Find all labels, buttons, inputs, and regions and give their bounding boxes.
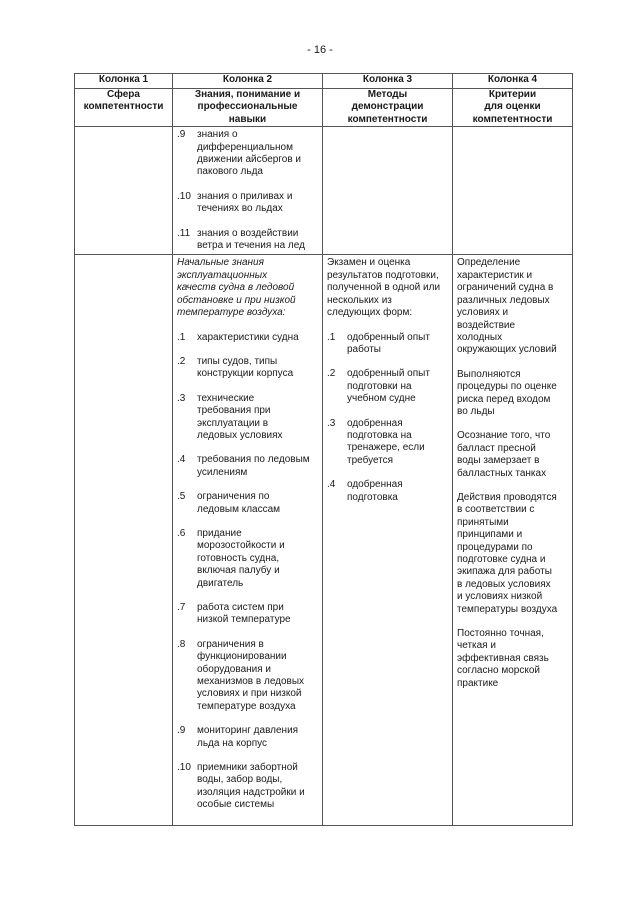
item-text: работа систем при низкой температуре — [197, 602, 291, 626]
header-knowledge-text: Знания, понимание и профессиональные навыки — [194, 89, 301, 125]
column-2-label: Колонка 2 — [173, 74, 323, 89]
list-item — [177, 356, 318, 381]
list-item — [177, 725, 318, 750]
header-criteria — [453, 89, 573, 127]
header-competence — [75, 89, 173, 127]
row2-col1 — [75, 255, 173, 826]
column-3-label: Колонка 3 — [323, 74, 453, 89]
item-number: .8 — [177, 638, 186, 650]
list-item — [177, 393, 318, 443]
page-number: - 16 - — [307, 44, 333, 56]
item-text: придание морозостойкости и готовность судна, включая палубу и двигатель — [197, 527, 285, 589]
list-item — [327, 332, 448, 357]
item-text: одобренный опыт работы — [347, 331, 430, 355]
criteria-paragraph: Определение характеристик и ограничений судна в различных ледовых условиях и воздействие холодных окружающих условий — [457, 257, 557, 356]
column-1-label: Колонка 1 — [75, 74, 173, 89]
list-item — [177, 454, 318, 479]
column-4-label: Колонка 4 — [453, 74, 573, 89]
competence-table — [74, 73, 573, 826]
item-text: типы судов, типы конструкции корпуса — [197, 355, 294, 380]
item-number: .4 — [177, 454, 186, 466]
item-number: .1 — [177, 331, 186, 343]
item-number: .1 — [327, 331, 336, 343]
item-number: .4 — [327, 479, 336, 491]
list-item — [177, 129, 318, 179]
header-competence-text: Сфера компетентности — [83, 89, 164, 113]
item-text: приемники забортной воды, забор воды, изоляция надстройки и особые системы — [197, 762, 305, 811]
criteria-paragraph: Действия проводятся в соответствии с принятыми принципами и процедурами по подготовке судна и экипажа для работы в ледовых условиях и условиях низкой температуры воздуха — [457, 491, 558, 615]
item-text: знания о воздействии ветра и течения на лед — [197, 227, 305, 252]
knowledge-intro: Начальные знания эксплуатационных качеств судна в ледовой обстановке и при низкой температуре воздуха: — [177, 257, 296, 319]
item-text: ограничения в функционировании оборудования и механизмов в ледовых условиях и при низкой температуре воздуха — [197, 638, 305, 712]
item-text: одобренная подготовка на тренажере, если требуется — [347, 417, 425, 466]
item-number: .5 — [177, 491, 186, 503]
criteria-paragraph: Выполняются процедуры по оценке риска перед входом во льды — [457, 368, 557, 417]
row1-col1 — [75, 127, 173, 255]
item-text: технические требования при эксплуатации в ледовых условиях — [197, 392, 283, 441]
list-item — [327, 418, 448, 468]
item-number: .10 — [177, 190, 191, 202]
list-item — [327, 479, 448, 504]
item-text: одобренная подготовка — [347, 479, 403, 503]
item-number: .7 — [177, 602, 186, 613]
item-text: знания о дифференциальном движении айсбергов и пакового льда — [197, 129, 302, 178]
item-number: .2 — [327, 368, 336, 380]
criteria-paragraph: Постоянно точная, четкая и эффективная связь согласно морской практике — [457, 628, 549, 689]
list-item — [177, 332, 318, 344]
list-item — [177, 528, 318, 590]
item-number: .3 — [177, 392, 186, 404]
item-text: требования по ледовым усилениям — [197, 454, 310, 478]
row2-col2 — [173, 255, 323, 826]
item-number: .11 — [177, 227, 191, 239]
table-row — [75, 127, 573, 255]
list-item — [177, 602, 318, 627]
list-item — [177, 762, 318, 812]
item-text: ограничения по ледовым классам — [197, 491, 281, 515]
list-item — [177, 228, 318, 253]
column-header-row — [75, 89, 573, 127]
item-text: одобренный опыт подготовки на учебном судне — [347, 368, 430, 405]
header-methods-text: Методы демонстрации компетентности — [347, 89, 428, 125]
item-number: .9 — [177, 725, 186, 737]
column-number-row — [75, 74, 573, 89]
item-number: .9 — [177, 129, 186, 141]
item-text: характеристики судна — [197, 331, 299, 343]
methods-intro: Экзамен и оценка результатов подготовки, полученной в одной или нескольких из следующих форм: — [327, 257, 441, 319]
item-text: знания о приливах и течениях во льдах — [197, 190, 293, 215]
header-criteria-text: Критерии для оценки компетентности — [472, 89, 553, 125]
criteria-paragraph: Осознание того, что балласт пресной воды замерзает в балластных танках — [457, 430, 551, 479]
item-number: .6 — [177, 527, 186, 539]
list-item — [177, 639, 318, 713]
list-item — [327, 368, 448, 405]
header-methods — [323, 89, 453, 127]
row1-col2 — [173, 127, 323, 255]
header-knowledge — [173, 89, 323, 127]
list-item — [177, 191, 318, 216]
row1-col4 — [453, 127, 573, 255]
row2-col4 — [453, 255, 573, 826]
item-number: .10 — [177, 762, 191, 774]
list-item — [177, 491, 318, 516]
item-number: .2 — [177, 355, 186, 367]
item-number: .3 — [327, 417, 336, 429]
row1-col3 — [323, 127, 453, 255]
table-row — [75, 255, 573, 826]
item-text: мониторинг давления льда на корпус — [197, 725, 299, 749]
row2-col3 — [323, 255, 453, 826]
